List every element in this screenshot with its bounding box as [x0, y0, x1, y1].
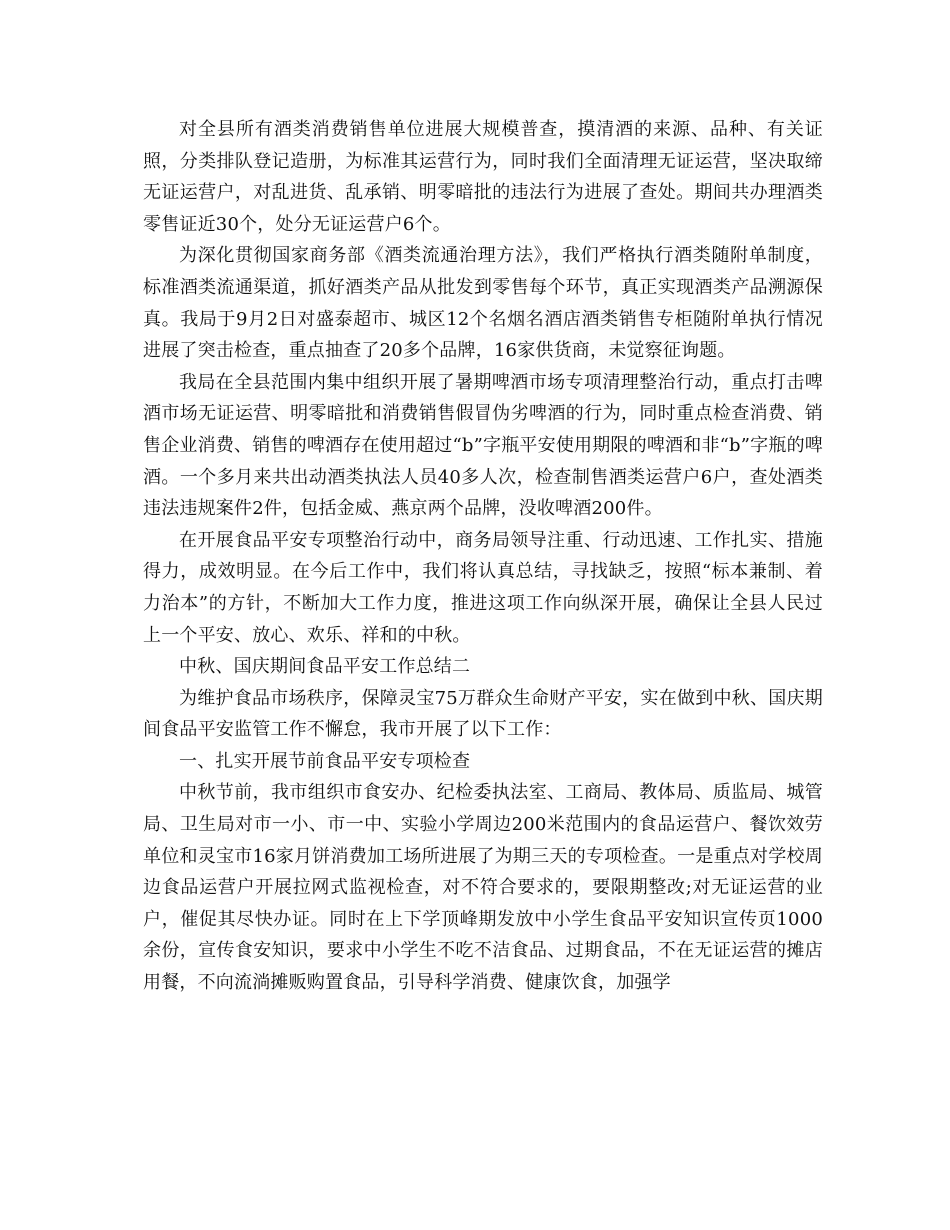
subheading-pre-festival-inspection: 一、扎实开展节前食品平安专项检查 [179, 750, 471, 772]
paragraph-beer-rectification: 我局在全县范围内集中组织开展了暑期啤酒市场专项清理整治行动，重点打击啤酒市场无证运营、明零暗批和消费销售假冒伪劣啤酒的行为，同时重点检查消费、销售企业消费、销售的啤酒存在使用超过“b”字瓶平安使用期限的啤酒和非“b”字瓶的啤酒。一个多月来共出动酒类执法人员40多人次，检查制售酒类运营户6户，查处酒类违法违规案件2件，包括金威、燕京两个品牌，没收啤酒200件。 [143, 371, 823, 520]
document-body [143, 114, 823, 999]
section-heading-summary-two: 中秋、国庆期间食品平安工作总结二 [179, 656, 471, 678]
paragraph-liquor-census: 对全县所有酒类消费销售单位进展大规模普查，摸清酒的来源、品种、有关证照，分类排队登记造册，为标准其运营行为，同时我们全面清理无证运营，坚决取缔无证运营户，对乱进货、乱承销、明零暗批的违法行为进展了查处。期间共办理酒类零售证近30个，处分无证运营户6个。 [143, 119, 823, 235]
paragraph-conclusion: 在开展食品平安专项整治行动中，商务局领导注重、行动迅速、工作扎实、措施得力，成效明显。在今后工作中，我们将认真总结，寻找缺乏，按照“标本兼制、着力治本”的方针，不断加大工作力度，推进这项工作向纵深开展，确保让全县人民过上一个平安、放心、欢乐、祥和的中秋。 [143, 529, 823, 646]
paragraph-liquor-tracing: 为深化贯彻国家商务部《酒类流通治理方法》，我们严格执行酒类随附单制度，标准酒类流通渠道，抓好酒类产品从批发到零售每个环节，真正实现酒类产品溯源保真。我局于9月2日对盛泰超市、城区12个名烟名酒店酒类销售专柜随附单执行情况进展了突击检查，重点抽查了20多个品牌，16家供货商，未觉察征询题。 [143, 245, 823, 362]
paragraph-introduction: 为维护食品市场秩序，保障灵宝75万群众生命财产平安，实在做到中秋、国庆期间食品平安监管工作不懈怠，我市开展了以下工作： [143, 687, 823, 741]
paragraph-mid-autumn-inspection: 中秋节前，我市组织市食安办、纪检委执法室、工商局、教体局、质监局、城管局、卫生局对市一小、市一中、实验小学周边200米范围内的食品运营户、餐饮效劳单位和灵宝市16家月饼消费加工场所进展了为期三天的专项检查。一是重点对学校周边食品运营户开展拉网式监视检查，对不符合要求的，要限期整改;对无证运营的业户，催促其尽快办证。同时在上下学顶峰期发放中小学生食品平安知识宣传页1000余份，宣传食安知识，要求中小学生不吃不洁食品、过期食品，不在无证运营的摊店用餐，不向流淌摊贩购置食品，引导科学消费、健康饮食，加强学 [143, 782, 823, 994]
